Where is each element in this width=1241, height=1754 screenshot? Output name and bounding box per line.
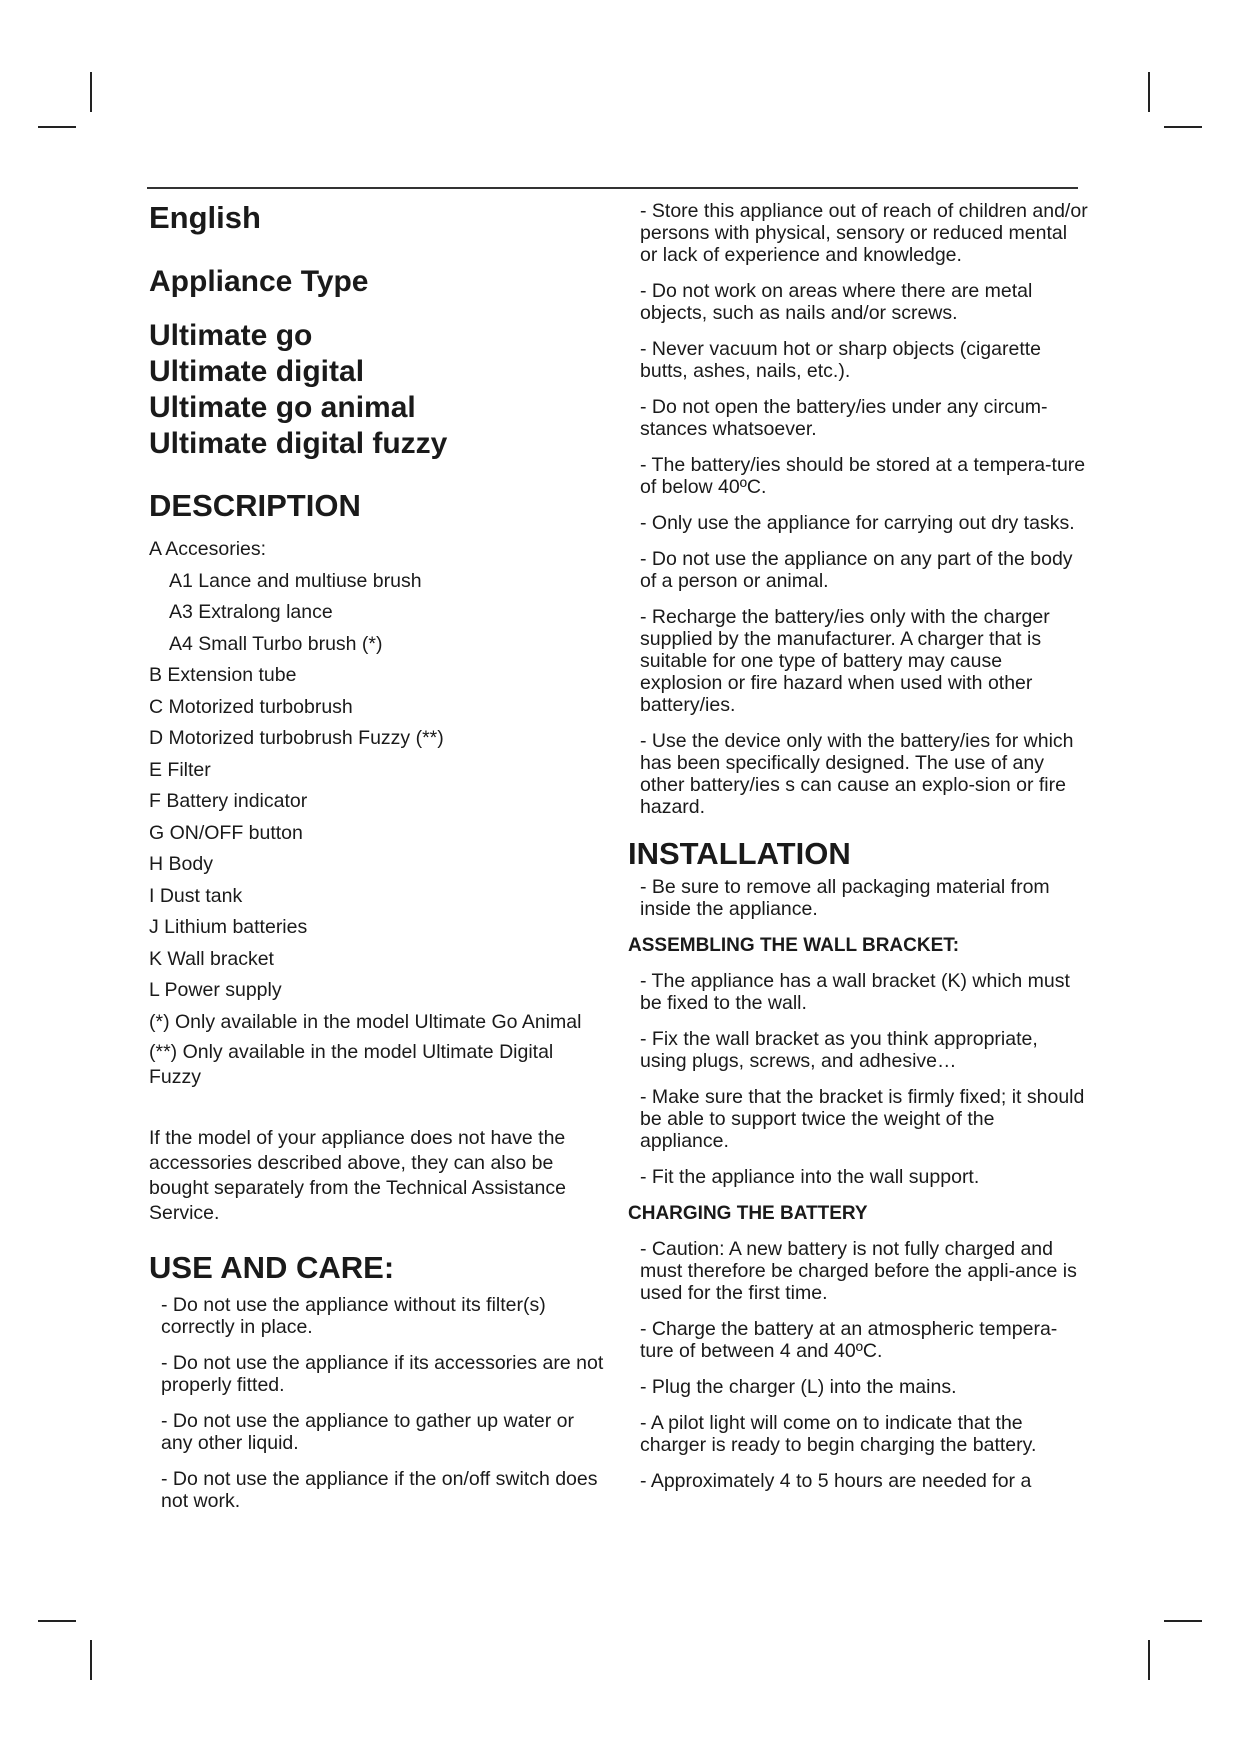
parts-list — [149, 534, 609, 1007]
crop-mark-top-left-v — [90, 72, 92, 112]
model-name: Ultimate digital fuzzy — [149, 427, 448, 460]
crop-mark-top-right-h — [1164, 126, 1202, 128]
description-title: DESCRIPTION — [149, 488, 361, 523]
accessories-paragraph: If the model of your appliance does not have the accessories described above, they can also be bought separately from the Technical Assistance Service. — [149, 1126, 566, 1224]
crop-mark-bottom-left-v — [90, 1640, 92, 1680]
wall-bracket-bullet: - Fix the wall bracket as you think appropriate, using plugs, screws, and adhesive… — [640, 1028, 1038, 1072]
part-item: A3 Extralong lance — [169, 601, 333, 623]
availability-note: (**) Only available in the model Ultimate Digital Fuzzy — [149, 1040, 554, 1088]
charging-bullet: - A pilot light will come on to indicate that the charger is ready to begin charging the battery. — [640, 1412, 1037, 1456]
part-item: F Battery indicator — [149, 790, 308, 812]
language-heading: English — [149, 200, 261, 235]
header-rule — [147, 187, 1078, 189]
wall-bracket-bullet: - Make sure that the bracket is firmly fixed; it should be able to support twice the weight of the appliance. — [640, 1086, 1085, 1152]
model-name: Ultimate digital — [149, 355, 365, 388]
part-item: H Body — [149, 853, 213, 875]
wall-bracket-bullet: - The appliance has a wall bracket (K) which must be fixed to the wall. — [640, 970, 1070, 1014]
model-name: Ultimate go — [149, 319, 313, 352]
charging-bullet: - Caution: A new battery is not fully charged and must therefore be charged before the appli-ance is used for the first time. — [640, 1238, 1077, 1304]
wall-bracket-heading: ASSEMBLING THE WALL BRACKET: — [628, 935, 960, 956]
part-item: A4 Small Turbo brush (*) — [169, 632, 383, 655]
right-column — [628, 200, 1088, 1506]
safety-bullet: - Do not use the appliance on any part of the body of a person or animal. — [640, 548, 1073, 592]
safety-bullet: - The battery/ies should be stored at a tempera-ture of below 40ºC. — [640, 454, 1086, 498]
use-and-care-list — [149, 1294, 609, 1512]
model-name: Ultimate go animal — [149, 391, 416, 424]
part-item: G ON/OFF button — [149, 821, 303, 844]
safety-bullet: - Recharge the battery/ies only with the charger supplied by the manufacturer. A charger that is suitable for one type of battery may cause explosion or fire hazard when used with other battery/ies. — [640, 606, 1050, 716]
charging-heading: CHARGING THE BATTERY — [628, 1203, 868, 1224]
installation-title: INSTALLATION — [628, 836, 851, 871]
crop-mark-top-left-h — [38, 126, 76, 128]
safety-bullet: - Do not work on areas where there are metal objects, such as nails and/or screws. — [640, 280, 1033, 324]
safety-bullet: - Do not use the appliance without its filter(s) correctly in place. — [161, 1293, 546, 1338]
charging-bullet: - Charge the battery at an atmospheric tempera-ture of between 4 and 40ºC. — [640, 1318, 1058, 1362]
part-item: K Wall bracket — [149, 947, 274, 970]
part-item: I Dust tank — [149, 884, 243, 907]
crop-mark-bottom-right-h — [1164, 1620, 1202, 1622]
safety-bullet: - Do not use the appliance to gather up water or any other liquid. — [161, 1409, 575, 1454]
part-item: A1 Lance and multiuse brush — [169, 569, 422, 592]
availability-note: (*) Only available in the model Ultimate Go Animal — [149, 1010, 582, 1033]
charging-bullet: - Plug the charger (L) into the mains. — [640, 1376, 957, 1398]
wall-bracket-bullet: - Fit the appliance into the wall support. — [640, 1166, 980, 1188]
part-item: A Accesories: — [149, 538, 267, 560]
charging-bullet: - Approximately 4 to 5 hours are needed for a — [640, 1470, 1032, 1492]
appliance-type-label: Appliance Type — [149, 265, 369, 298]
safety-bullet: - Never vacuum hot or sharp objects (cigarette butts, ashes, nails, etc.). — [640, 338, 1042, 382]
safety-bullet: - Do not use the appliance if the on/off switch does not work. — [161, 1467, 598, 1512]
left-column — [149, 196, 609, 1526]
crop-mark-bottom-right-v — [1148, 1640, 1150, 1680]
part-item: C Motorized turbobrush — [149, 695, 353, 718]
model-list — [149, 318, 609, 462]
part-item: E Filter — [149, 758, 211, 781]
safety-bullet: - Store this appliance out of reach of children and/or persons with physical, sensory or reduced mental or lack of experience and knowledge. — [640, 200, 1088, 266]
crop-mark-bottom-left-h — [38, 1620, 76, 1622]
part-item: B Extension tube — [149, 664, 297, 686]
part-item: J Lithium batteries — [149, 916, 308, 938]
part-item: D Motorized turbobrush Fuzzy (**) — [149, 727, 444, 749]
crop-mark-top-right-v — [1148, 72, 1150, 112]
safety-bullet: - Do not open the battery/ies under any circum-stances whatsoever. — [640, 396, 1048, 440]
use-and-care-title: USE AND CARE: — [149, 1249, 395, 1285]
installation-intro: - Be sure to remove all packaging material from inside the appliance. — [640, 876, 1050, 920]
safety-bullet: - Only use the appliance for carrying out dry tasks. — [640, 512, 1075, 534]
safety-bullet: - Use the device only with the battery/ies for which has been specifically designed. The use of any other battery/ies s can cause an explo-sion or fire hazard. — [640, 730, 1074, 818]
part-item: L Power supply — [149, 979, 282, 1001]
safety-bullet: - Do not use the appliance if its accessories are not properly fitted. — [161, 1351, 604, 1396]
